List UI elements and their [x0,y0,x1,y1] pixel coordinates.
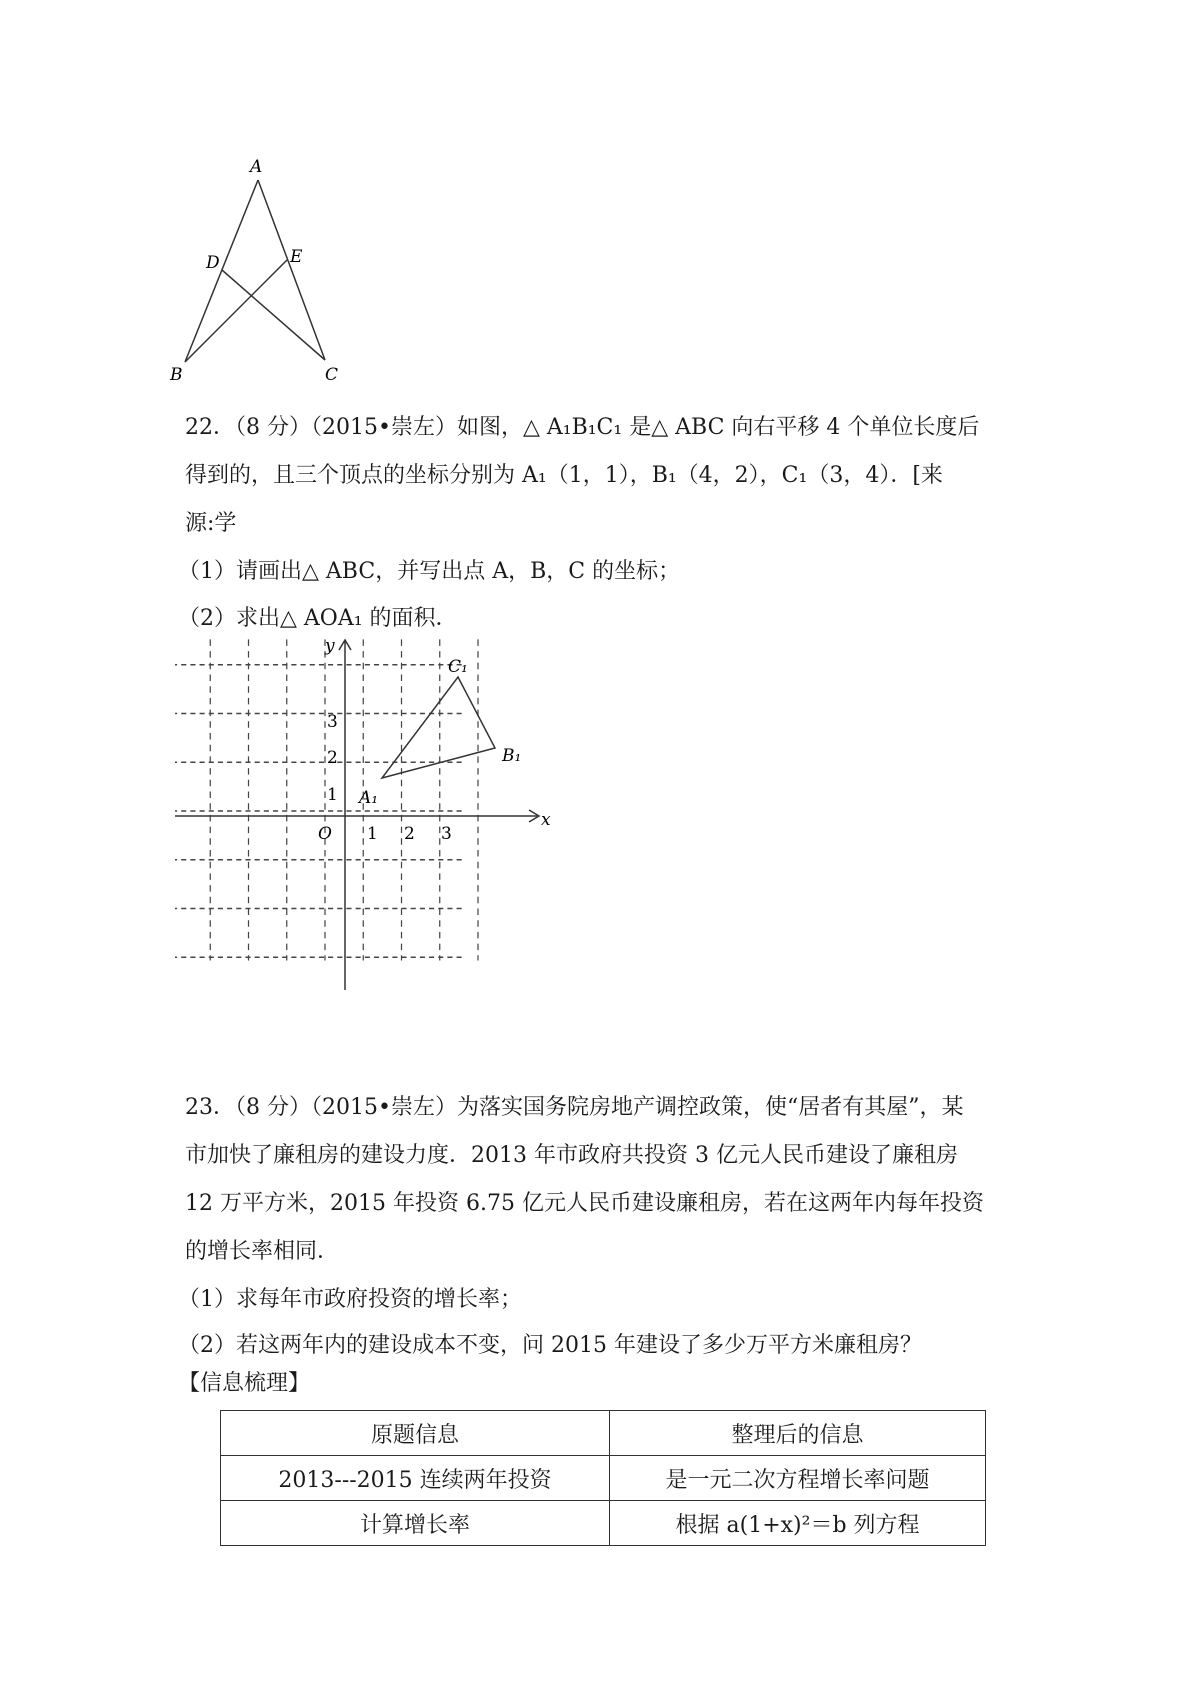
point-c1-label: C₁ [448,657,468,677]
label-e: E [290,247,303,267]
table-header-cell: 整理后的信息 [610,1411,986,1456]
q23-part-2: （2）若这两年内的建设成本不变，问 2015 年建设了多少万平方米廉租房？ [178,1333,922,1358]
y-tick-1: 1 [327,785,338,805]
point-a1-label: A₁ [359,788,379,808]
label-d: D [206,253,220,273]
x-axis-label: x [541,810,551,830]
q23-part-1: （1）求每年市政府投资的增长率； [178,1287,522,1312]
y-tick-3: 3 [327,712,338,732]
q22-line-2: 得到的，且三个顶点的坐标分别为 A₁（1，1），B₁（4，2），C₁（3，4）．[来 [185,463,943,488]
label-b: B [170,365,183,385]
table-header-row [221,1411,986,1456]
triangle-figure [160,150,380,390]
q23-line-2: 市加快了廉租房的建设力度．2013 年市政府共投资 3 亿元人民币建设了廉租房 [185,1143,958,1168]
table-cell: 2013---2015 连续两年投资 [221,1456,610,1501]
q22-part-1: （1）请画出△ ABC，并写出点 A，B，C 的坐标； [178,559,681,584]
label-a: A [250,157,263,177]
info-table [220,1410,986,1546]
origin-label: O [318,824,332,844]
table-header-cell: 原题信息 [221,1411,610,1456]
segment-dc [222,270,325,360]
info-heading: 【信息梳理】 [178,1371,311,1396]
x-tick-1: 1 [367,824,378,844]
table-row [221,1456,986,1501]
q23-line-4: 的增长率相同． [185,1239,340,1264]
table-row [221,1501,986,1546]
table-cell: 根据 a(1+x)²＝b 列方程 [610,1501,986,1546]
y-tick-2: 2 [327,748,338,768]
table-cell: 计算增长率 [221,1501,610,1546]
segment-ac [258,180,325,360]
q22-line-3: 源:学 [185,511,237,536]
point-b1-label: B₁ [502,746,522,766]
q23-line-3: 12 万平方米，2015 年投资 6.75 亿元人民币建设廉租房，若在这两年内每年投资 [185,1191,984,1216]
q23-line-1: 23．（8 分）（2015•崇左）为落实国务院房地产调控政策，使“居者有其屋”，某 [185,1095,964,1120]
x-tick-3: 3 [441,824,452,844]
segment-ab [185,180,258,362]
segment-eb [185,260,287,362]
y-axis-label: y [325,636,335,656]
coordinate-grid-figure [175,635,555,990]
q22-part-2: （2）求出△ AOA₁ 的面积． [178,606,458,631]
q22-line-1: 22．（8 分）（2015•崇左）如图，△ A₁B₁C₁ 是△ ABC 向右平移 4 个单位长度后 [185,415,980,440]
label-c: C [325,365,339,385]
table-cell: 是一元二次方程增长率问题 [610,1456,986,1501]
x-tick-2: 2 [404,824,415,844]
